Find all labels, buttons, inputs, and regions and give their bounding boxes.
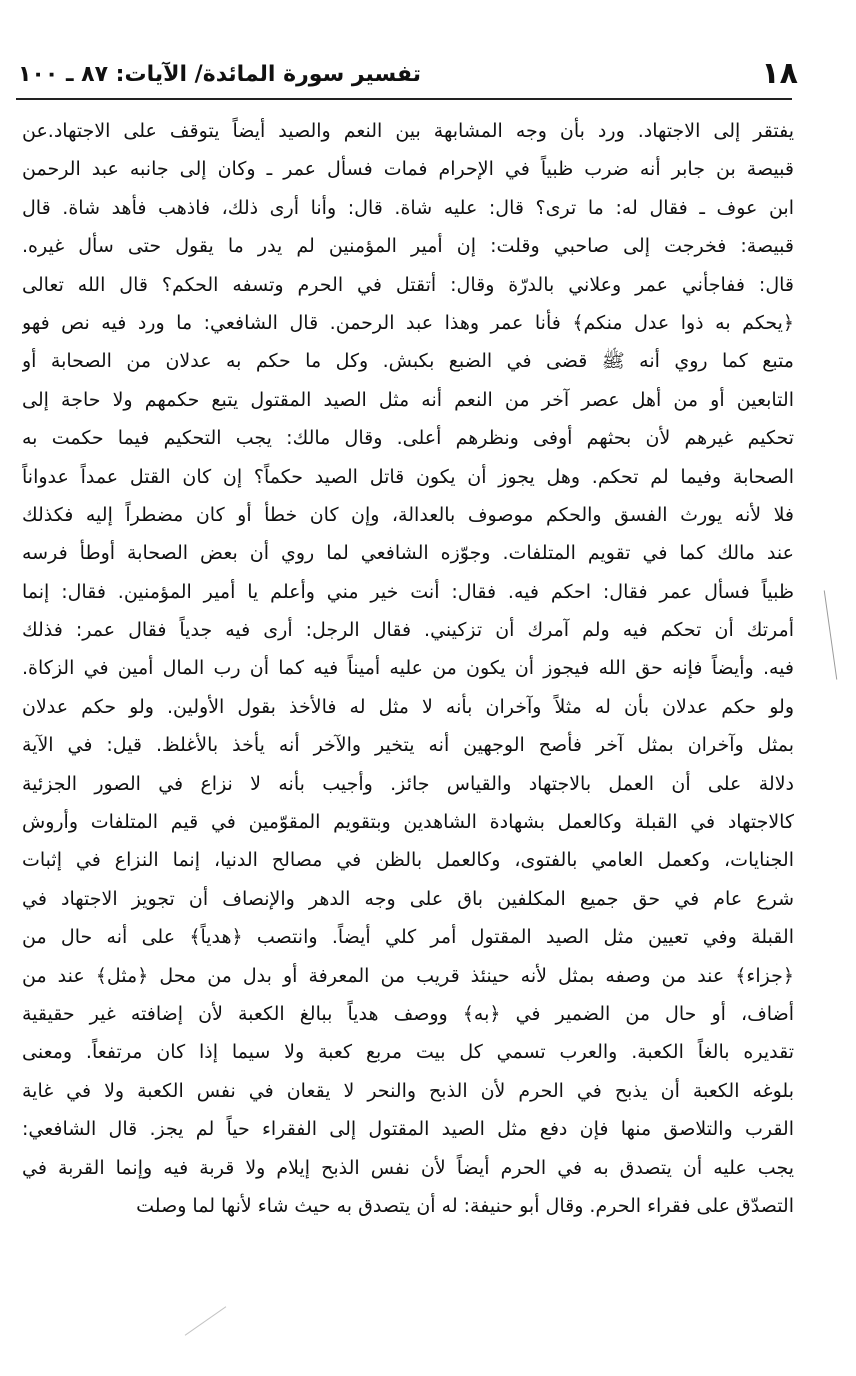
text-line: بمثل وآخران بمثل آخر فأصح الوجهين أنه يتخير والآخر أنه يأخذ بالأغلظ. قيل: في الآية <box>22 734 794 757</box>
page-header <box>18 52 798 102</box>
text-line: القبلة وفي تعيين مثل الصيد المقتول أمر كلي أيضاً. وانتصب ﴿هدياً﴾ على أنه حال من <box>22 926 794 949</box>
body-text <box>22 112 794 1225</box>
scan-mark-right <box>824 590 838 679</box>
text-line: أضاف، أو حال من الضمير في ﴿به﴾ ووصف هدياً ببالغ الكعبة لأن إضافته غير حقيقية <box>22 1002 794 1025</box>
text-line: شرع عام في حق جميع المكلفين باق على وجه الدهر والإنصاف أن تجويز الاجتهاد في <box>22 887 794 910</box>
text-line: أمرتك أن تحكم فيه ولم آمرك أن تزكيني. فقال الرجل: أرى فيه جدياً فقال عمر: فذلك <box>22 619 794 642</box>
running-title: تفسير سورة المائدة/ الآيات: ٨٧ ـ ١٠٠ <box>18 62 422 87</box>
text-line: فلا لأنه يورث الفسق والحكم موصوف بالعدالة، وإن كان خطأ أو كان مضطراً إليه فكذلك <box>22 503 794 526</box>
text-line: قال: ففاجأني عمر وعلاني بالدرّة وقال: أتقتل في الحرم وتسفه الحكم؟ قال الله تعالى <box>22 273 794 296</box>
page-number: ١٨ <box>761 56 798 91</box>
scan-mark-bottom <box>185 1306 227 1335</box>
text-line: ﴿يحكم به ذوا عدل منكم﴾ فأنا عمر وهذا عبد الرحمن. قال الشافعي: ما ورد فيه نص فهو <box>22 311 794 334</box>
header-rule <box>16 98 792 100</box>
text-line: تحكيم غيرهم لأن بحثهم أوفى ونظرهم أعلى. وقال مالك: يجب التحكيم فيما حكمت به <box>22 427 794 450</box>
text-line: قبيصة بن جابر أنه ضرب ظبياً في الإحرام فمات فسأل عمر ـ وكان إلى جانبه عبد الرحمن <box>22 158 794 181</box>
text-line: يجب عليه أن يتصدق به في الحرم أيضاً لأن نفس الذبح إيلام ولا قربة فيه وإنما القربة في <box>22 1156 794 1179</box>
text-line: تقديره بالغاً الكعبة. والعرب تسمي كل بيت مربع كعبة ولا سيما إذا كان مرتفعاً. ومعنى <box>22 1041 794 1064</box>
text-line: التصدّق على فقراء الحرم. وقال أبو حنيفة: له أن يتصدق به حيث شاء لأنها لما وصلت <box>136 1194 794 1217</box>
text-line: عند مالك كما في تقويم المتلفات. وجوّزه الشافعي لما روي أن بعض الصحابة أوطأ فرسه <box>22 542 794 565</box>
text-line: ﴿جزاء﴾ عند من وصفه بمثل لأنه حينئذ قريب من المعرفة أو بدل من محل ﴿مثل﴾ عند من <box>22 964 794 987</box>
text-line: كالاجتهاد في القبلة وكالعمل بشهادة الشاهدين وبتقويم المقوّمين في قيم المتلفات وأروش <box>22 811 794 834</box>
text-line: الجنايات، وكعمل العامي بالفتوى، وكالعمل بالظن في مصالح الدنيا، إنما النزاع في إثبات <box>22 849 794 872</box>
text-line: قبيصة: فخرجت إلى صاحبي وقلت: إن أمير المؤمنين لم يدر ما يقول حتى سأل غيره. <box>22 235 794 258</box>
text-line: بلوغه الكعبة أن يذبح في الحرم لأن الذبح والنحر لا يقعان في نفس الكعبة ولا في غاية <box>22 1079 794 1102</box>
text-line: الصحابة وفيما لم تحكم. وهل يجوز أن يكون قاتل الصيد حكماً؟ إن كان القتل عمداً عدواناً <box>22 465 794 488</box>
text-line: فيه. وأيضاً فإنه حق الله فيجوز أن يكون من عليه أميناً فيه كما أن رب المال أمين في الزكاة. <box>22 657 794 680</box>
text-line: دلالة على أن العمل بالاجتهاد والقياس جائز. وأجيب بأنه لا نزاع في الصور الجزئية <box>22 772 794 795</box>
text-line: ابن عوف ـ فقال له: ما ترى؟ قال: عليه شاة. قال: وأنا أرى ذلك، فاذهب فأهد شاة. قال <box>22 196 794 219</box>
text-line: ظبياً فسأل عمر فقال: احكم فيه. فقال: أنت خير مني وأعلم يا أمير المؤمنين. فقال: إنما <box>22 580 794 603</box>
text-line: يفتقر إلى الاجتهاد. ورد بأن وجه المشابهة بين النعم والصيد أيضاً يتوقف على الاجتهاد.عن <box>22 120 794 142</box>
text-line: القرب والتلاصق منها فإن دفع مثل الصيد المقتول إلى الفقراء حياً لم يجز. قال الشافعي: <box>22 1118 794 1141</box>
text-line: متبع كما روي أنه ﷺ قضى في الضبع بكبش. وكل ما حكم به عدلان من الصحابة أو <box>22 350 794 373</box>
text-line: التابعين أو من أهل عصر آخر من النعم أنه مثل الصيد المقتول يتبع حكمهم ولا حاجة إلى <box>22 388 794 411</box>
text-line: ولو حكم عدلان بأن له مثلاً وآخران بأنه لا مثل له فالأخذ بقول الأولين. ولو حكم عدلان <box>22 695 794 718</box>
